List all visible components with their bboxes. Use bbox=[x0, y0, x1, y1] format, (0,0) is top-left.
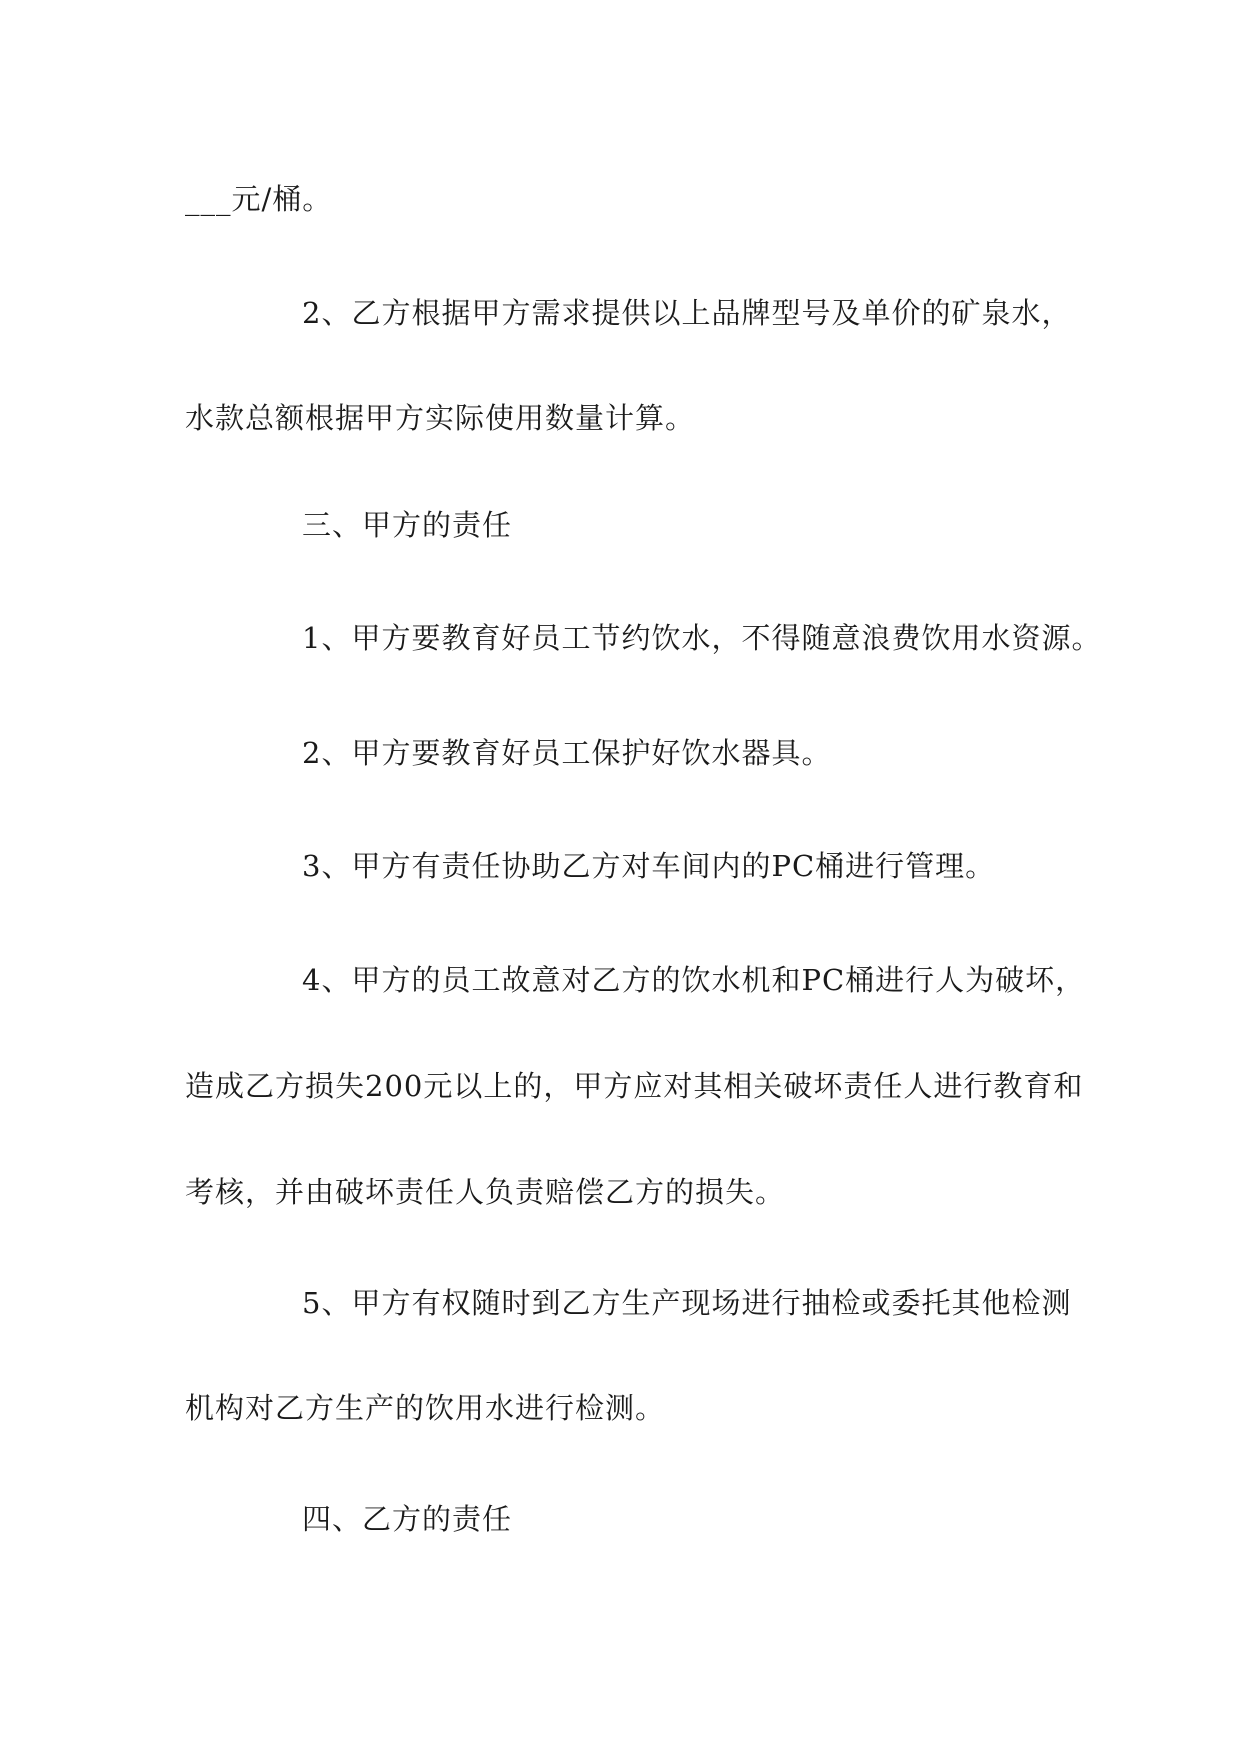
paragraph-line-a-clause-5-end: 机构对乙方生产的饮用水进行检测。 bbox=[185, 1391, 666, 1425]
section-heading-party-a: 三、甲方的责任 bbox=[302, 508, 513, 542]
paragraph-line-a-clause-4-middle: 造成乙方损失200元以上的，甲方应对其相关破坏责任人进行教育和 bbox=[185, 1069, 1084, 1103]
paragraph-line-a-clause-1: 1、甲方要教育好员工节约饮水，不得随意浪费饮用水资源。 bbox=[302, 621, 1102, 655]
paragraph-line-a-clause-5-start: 5、甲方有权随时到乙方生产现场进行抽检或委托其他检测 bbox=[302, 1286, 1072, 1320]
paragraph-line-a-clause-2: 2、甲方要教育好员工保护好饮水器具。 bbox=[302, 736, 832, 770]
paragraph-line-a-clause-3: 3、甲方有责任协助乙方对车间内的PC桶进行管理。 bbox=[302, 849, 996, 883]
paragraph-line-a-clause-4-end: 考核，并由破坏责任人负责赔偿乙方的损失。 bbox=[185, 1175, 786, 1209]
section-heading-party-b: 四、乙方的责任 bbox=[302, 1502, 513, 1536]
paragraph-line-a-clause-4-start: 4、甲方的员工故意对乙方的饮水机和PC桶进行人为破坏， bbox=[302, 963, 1086, 997]
paragraph-line-clause-2-end: 水款总额根据甲方实际使用数量计算。 bbox=[185, 401, 696, 435]
paragraph-line-price-unit: ___元/桶。 bbox=[185, 182, 333, 216]
paragraph-line-clause-2-start: 2、乙方根据甲方需求提供以上品牌型号及单价的矿泉水， bbox=[302, 296, 1072, 330]
